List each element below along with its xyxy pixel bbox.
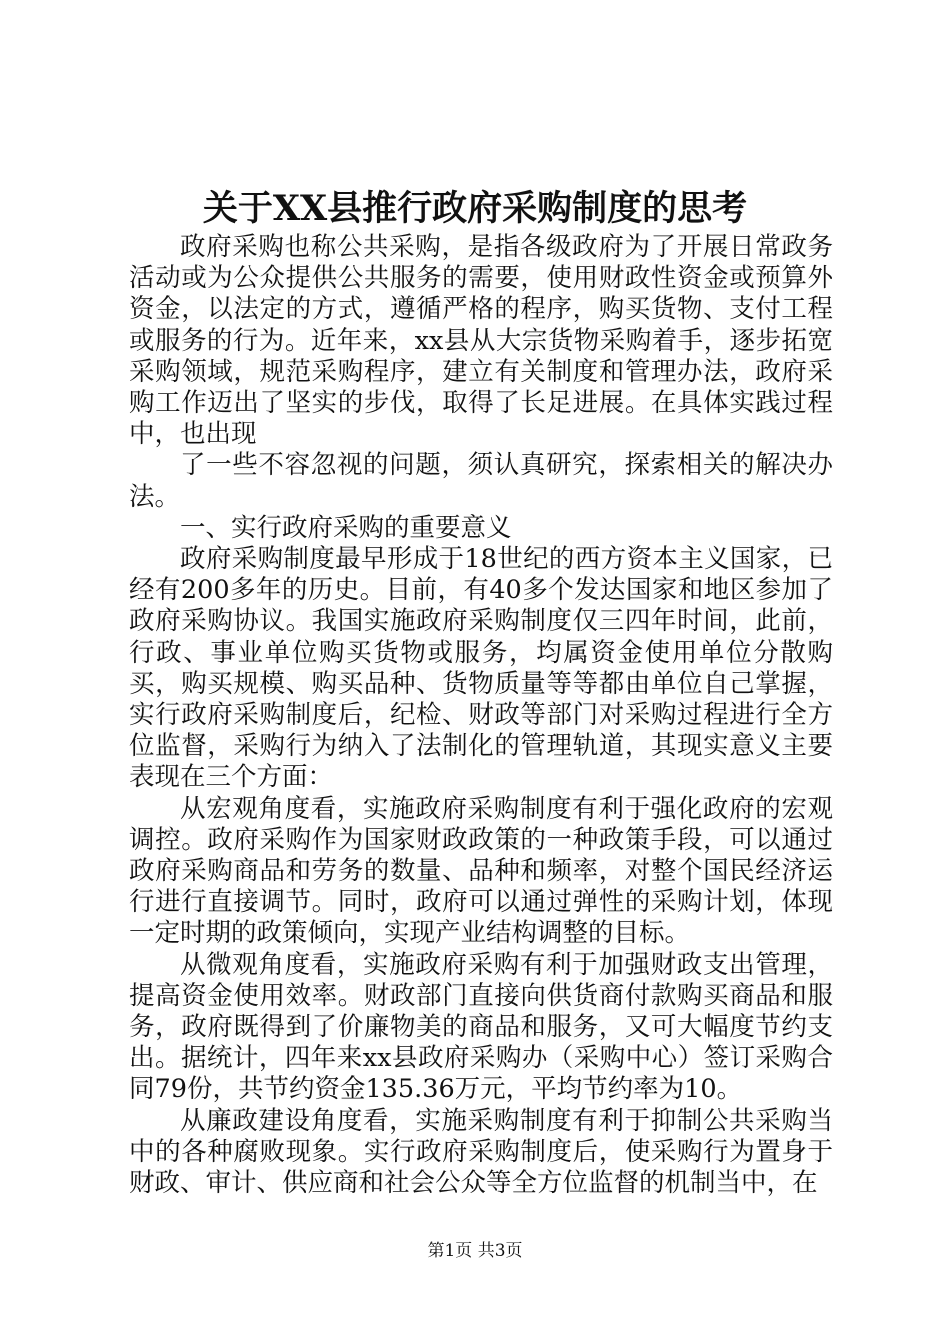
paragraph-integrity: 从廉政建设角度看，实施采购制度有利于抑制公共采购当中的各种腐败现象。实行政府采购制度后，使采购行为置身于财政、审计、供应商和社会公众等全方位监督的机制当中，在 <box>129 1105 833 1199</box>
section-heading: 一、实行政府采购的重要意义 <box>180 512 512 543</box>
paragraph-history: 政府采购制度最早形成于18世纪的西方资本主义国家，已经有200多年的历史。目前，有40多个发达国家和地区参加了政府采购协议。我国实施政府采购制度仅三四年时间，此前，行政、事业单位购买货物或服务，均属资金使用单位分散购买，购买规模、购买品种、货物质量等等都由单位自己掌握，实行政府采购制度后，纪检、财政等部门对采购过程进行全方位监督，采购行为纳入了法制化的管理轨道，其现实意义主要表现在三个方面： <box>129 544 833 793</box>
paragraph-macro: 从宏观角度看，实施政府采购制度有利于强化政府的宏观调控。政府采购作为国家财政政策的一种政策手段，可以通过政府采购商品和劳务的数量、品种和频率，对整个国民经济运行进行直接调节。同时，政府可以通过弹性的采购计划，体现一定时期的政策倾向，实现产业结构调整的目标。 <box>129 793 833 949</box>
paragraph-intro-continued: 了一些不容忽视的问题，须认真研究，探索相关的解决办法。 <box>129 450 833 512</box>
paragraph-micro: 从微观角度看，实施政府采购有利于加强财政支出管理，提高资金使用效率。财政部门直接向供货商付款购买商品和服务，政府既得到了价廉物美的商品和服务，又可大幅度节约支出。据统计，四年来xx县政府采购办（采购中心）签订采购合同79份，共节约资金135.36万元，平均节约率为10。 <box>129 949 833 1105</box>
document-body <box>129 232 833 1199</box>
page-number: 第1页 共3页 <box>427 1241 523 1261</box>
paragraph-intro: 政府采购也称公共采购，是指各级政府为了开展日常政务活动或为公众提供公共服务的需要，使用财政性资金或预算外资金，以法定的方式，遵循严格的程序，购买货物、支付工程或服务的行为。近年来，xx县从大宗货物采购着手，逐步拓宽采购领域，规范采购程序，建立有关制度和管理办法，政府采购工作迈出了坚实的步伐，取得了长足进展。在具体实践过程中，也出现 <box>129 232 833 450</box>
document-title: 关于XX县推行政府采购制度的思考 <box>202 188 748 229</box>
